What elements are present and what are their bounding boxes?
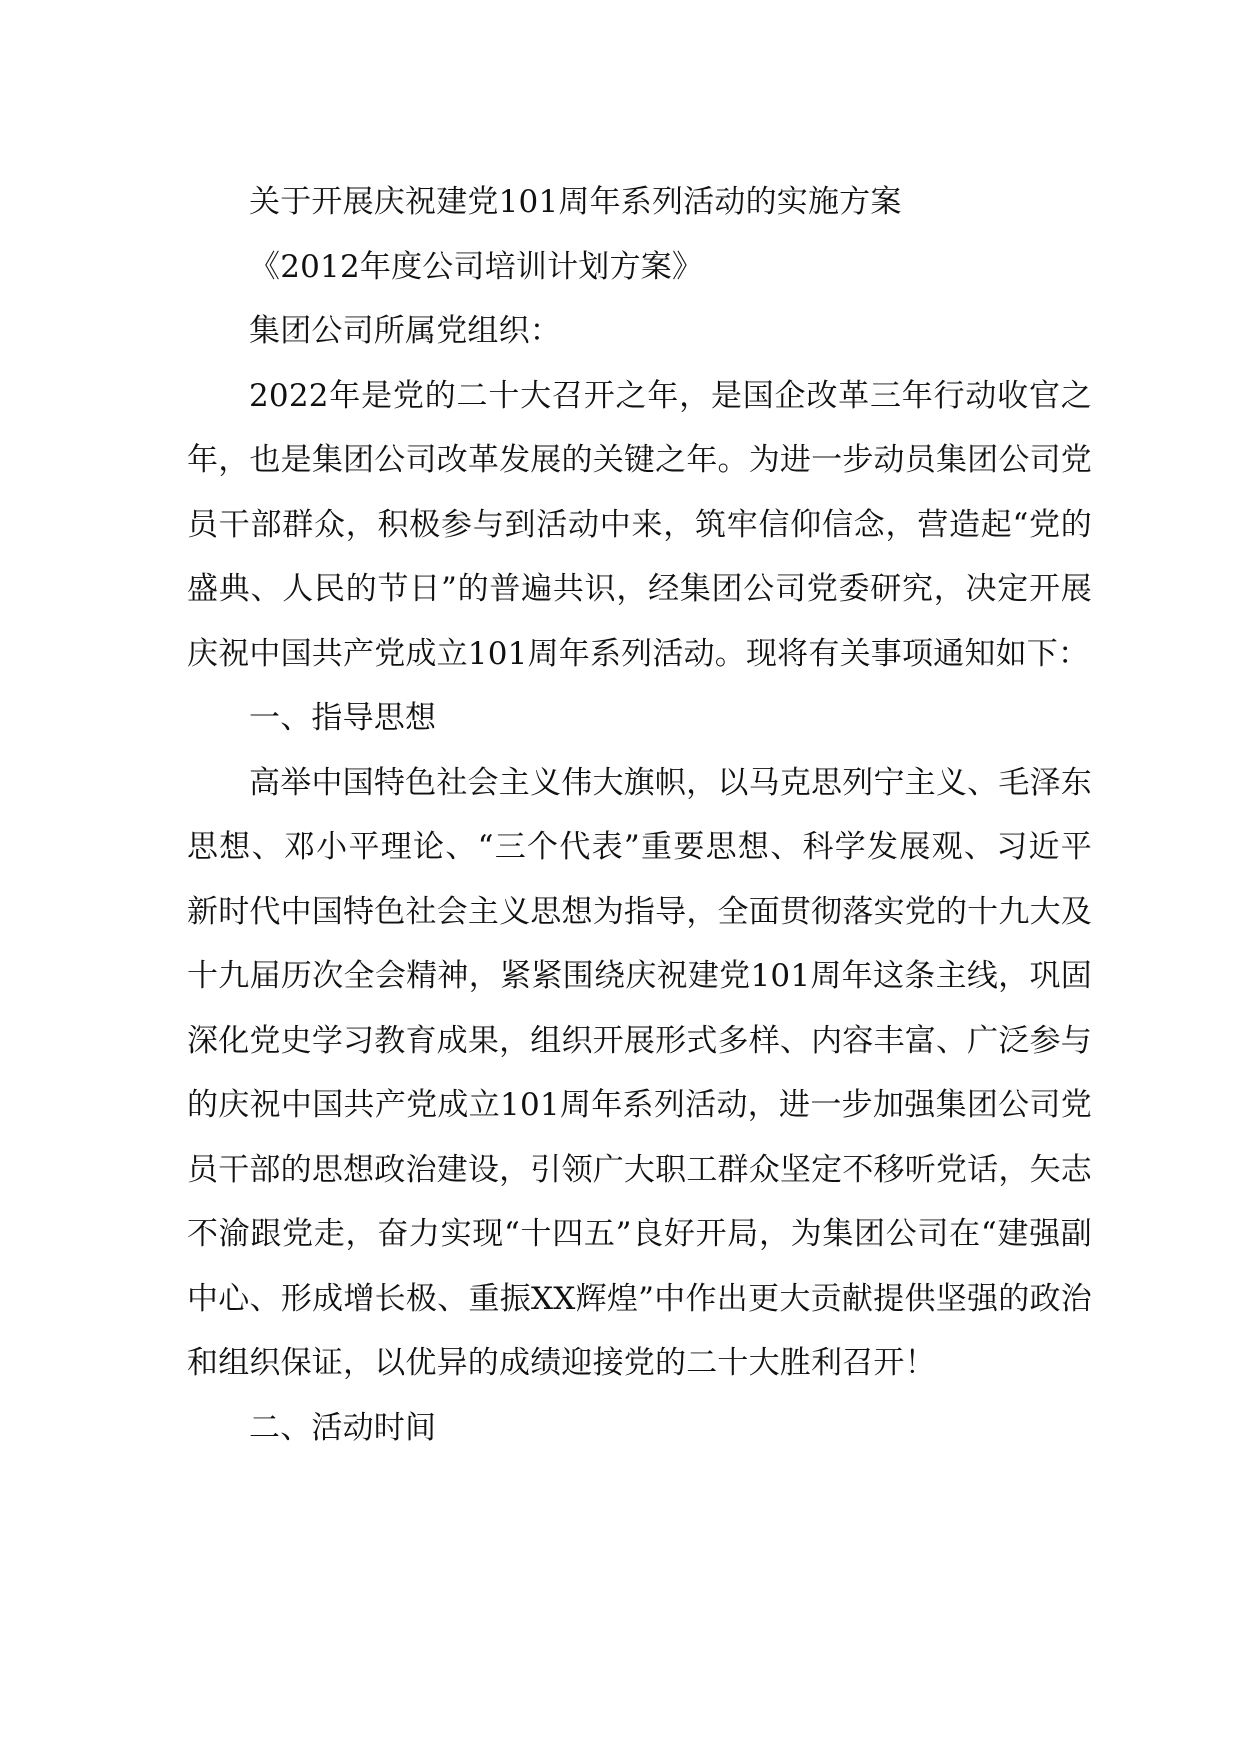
document-subtitle: 《2012年度公司培训计划方案》 bbox=[249, 248, 704, 285]
section-heading-activity-time: 二、活动时间 bbox=[249, 1409, 437, 1446]
document-title: 关于开展庆祝建党101周年系列活动的实施方案 bbox=[249, 184, 902, 220]
intro-paragraph: 2022年是党的二十大召开之年，是国企改革三年行动收官之年，也是集团公司改革发展的关键之年。为进一步动员集团公司党员干部群众，积极参与到活动中来，筑牢信仰信念，营造起“党的盛典、人民的节日”的普遍共识，经集团公司党委研究，决定开展庆祝中国共产党成立101周年系列活动。现将有关事项通知如下： bbox=[187, 377, 1092, 672]
document-body bbox=[187, 170, 1092, 1460]
salutation: 集团公司所属党组织： bbox=[249, 313, 561, 349]
section-heading-guiding-ideology: 一、指导思想 bbox=[249, 700, 437, 736]
guiding-ideology-paragraph: 高举中国特色社会主义伟大旗帜，以马克思列宁主义、毛泽东思想、邓小平理论、“三个代表”重要思想、科学发展观、习近平新时代中国特色社会主义思想为指导，全面贯彻落实党的十九大及十九届历次全会精神，紧紧围绕庆祝建党101周年这条主线，巩固深化党史学习教育成果，组织开展形式多样、内容丰富、广泛参与的庆祝中国共产党成立101周年系列活动，进一步加强集团公司党员干部的思想政治建设，引领广大职工群众坚定不移听党话，矢志不渝跟党走，奋力实现“十四五”良好开局，为集团公司在“建强副中心、形成增长极、重振XX辉煌”中作出更大贡献提供坚强的政治和组织保证，以优异的成绩迎接党的二十大胜利召开！ bbox=[187, 764, 1092, 1381]
